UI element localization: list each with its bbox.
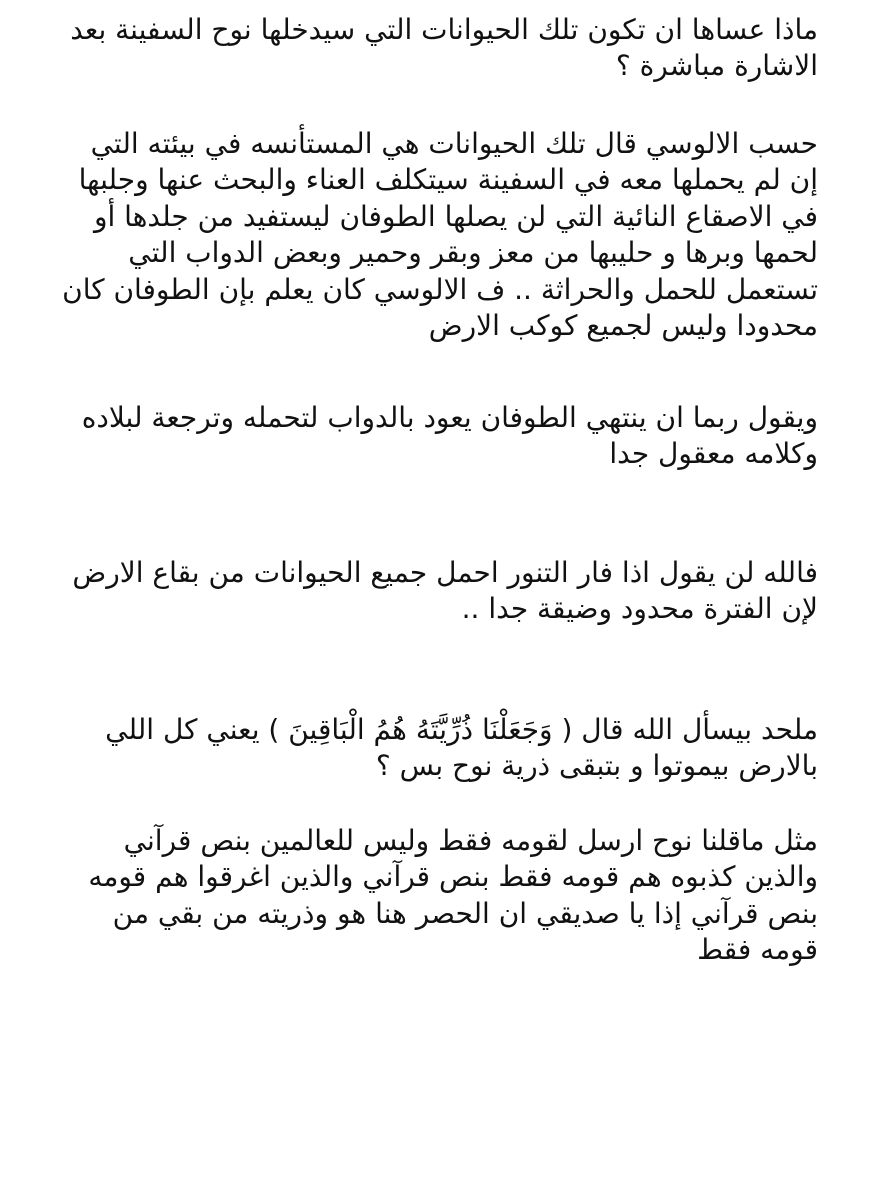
paragraph-alusi-opinion <box>58 126 818 344</box>
text-line: تستعمل للحمل والحراثة .. ف الالوسي كان يعلم بإن الطوفان كان <box>62 272 818 306</box>
paragraph-answer-nuh-people <box>58 823 818 969</box>
text-line: بنص قرآني إذا يا صديقي ان الحصر هنا هو وذريته من بقي من <box>112 896 818 930</box>
paragraph-limited-time <box>58 555 818 628</box>
text-line: لإن الفترة محدود وضيقة جدا .. <box>461 592 818 626</box>
text-line: حسب الالوسي قال تلك الحيوانات هي المستأنسه في بيئته التي <box>90 127 818 160</box>
paragraph-atheist-question <box>58 712 818 785</box>
text-line: لحمها وبرها و حليبها من معز وبقر وحمير وبعض الدواب التي <box>128 236 818 270</box>
text-line: ماذا عساها ان تكون تلك الحيوانات التي سيدخلها نوح السفينة بعد <box>70 13 818 46</box>
paragraph-question-animals <box>58 12 818 85</box>
text-line: في الاصقاع النائية التي لن يصلها الطوفان ليستفيد من جلدها أو <box>93 199 818 233</box>
text-line: والذين كذبوه هم قومه فقط بنص قرآني والذين اغرقوا هم قومه <box>88 860 818 894</box>
paragraph-return-animals <box>58 400 818 473</box>
text-line: ملحد بيسأل الله قال ( وَجَعَلْنَا ذُرِّيَّتَهُ هُمُ الْبَاقِينَ ) يعني كل اللي <box>105 713 818 746</box>
text-line: بالارض بيموتوا و بتبقى ذرية نوح بس ؟ <box>375 749 818 783</box>
text-line: الاشارة مباشرة ؟ <box>615 49 818 83</box>
text-line: إن لم يحملها معه في السفينة سيتكلف العناء والبحث عنها وجلبها <box>78 163 818 197</box>
text-line: محدودا وليس لجميع كوكب الارض <box>428 308 818 342</box>
text-line: وكلامه معقول جدا <box>609 437 818 471</box>
text-line: قومه فقط <box>697 933 818 967</box>
text-line: فالله لن يقول اذا فار التنور احمل جميع الحيوانات من بقاع الارض <box>72 556 818 589</box>
text-line: مثل ماقلنا نوح ارسل لقومه فقط وليس للعالمين بنص قرآني <box>123 824 818 857</box>
text-line: ويقول ربما ان ينتهي الطوفان يعود بالدواب لتحمله وترجعة لبلاده <box>81 401 818 434</box>
